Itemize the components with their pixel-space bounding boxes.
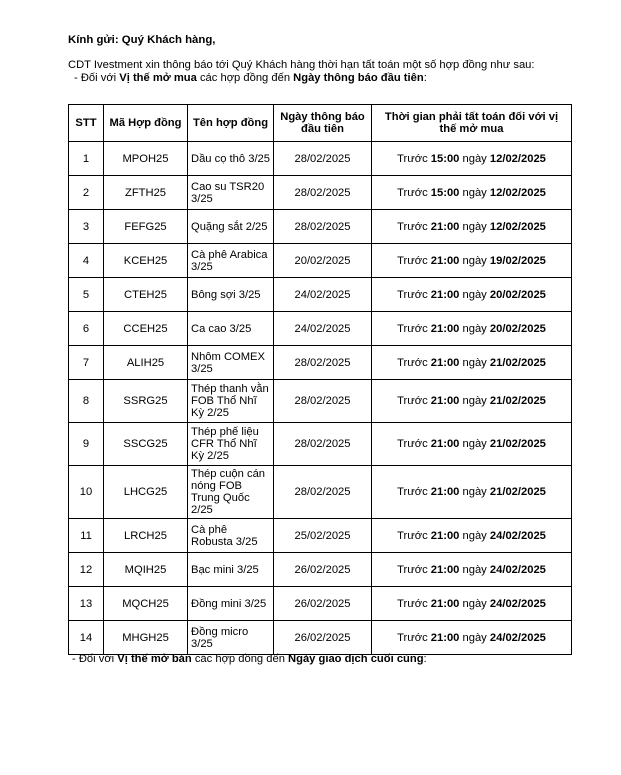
deadline-mid: ngày bbox=[459, 322, 490, 335]
cell-first-notice-date: 20/02/2025 bbox=[274, 244, 372, 278]
cell-contract-code: CTEH25 bbox=[104, 278, 188, 312]
table-row bbox=[69, 278, 572, 312]
deadline-time: 21:00 bbox=[430, 220, 460, 233]
deadline-pre: Trước bbox=[397, 631, 431, 644]
cell-stt: 11 bbox=[69, 519, 104, 553]
deadline-mid: ngày bbox=[459, 395, 490, 407]
deadline-mid: ngày bbox=[459, 254, 490, 267]
cell-contract-name: Đồng micro 3/25 bbox=[188, 621, 274, 655]
cell-contract-code: MQIH25 bbox=[104, 553, 188, 587]
deadline-mid: ngày bbox=[459, 186, 490, 199]
cell-contract-code: MQCH25 bbox=[104, 587, 188, 621]
cell-settlement-deadline bbox=[372, 176, 572, 210]
deadline-pre: Trước bbox=[397, 186, 431, 199]
deadline-mid: ngày bbox=[459, 563, 490, 576]
cell-settlement-deadline bbox=[372, 312, 572, 346]
cell-first-notice-date: 28/02/2025 bbox=[274, 346, 372, 380]
deadline-mid: ngày bbox=[459, 631, 490, 644]
cell-stt: 1 bbox=[69, 142, 104, 176]
cell-first-notice-date: 26/02/2025 bbox=[274, 587, 372, 621]
deadline-mid: ngày bbox=[459, 220, 490, 233]
deadline-mid: ngày bbox=[459, 356, 490, 369]
deadline-deadline: 24/02/2025 bbox=[489, 529, 546, 542]
cell-stt: 4 bbox=[69, 244, 104, 278]
cell-settlement-deadline bbox=[372, 346, 572, 380]
table-row bbox=[69, 519, 572, 553]
cell-contract-name: Quặng sắt 2/25 bbox=[188, 210, 274, 244]
deadline-deadline: 24/02/2025 bbox=[489, 563, 546, 576]
cell-first-notice-date: 24/02/2025 bbox=[274, 312, 372, 346]
table-body bbox=[69, 142, 572, 655]
footer-line bbox=[72, 653, 427, 665]
deadline-mid: ngày bbox=[459, 288, 490, 301]
deadline-mid: ngày bbox=[459, 438, 490, 450]
cell-contract-name: Ca cao 3/25 bbox=[188, 312, 274, 346]
deadline-pre: Trước bbox=[397, 288, 431, 301]
deadline-time: 21:00 bbox=[430, 563, 460, 576]
intro-line-2 bbox=[68, 72, 535, 85]
deadline-deadline: 21/02/2025 bbox=[489, 356, 546, 369]
table-row bbox=[69, 380, 572, 423]
intro-prefix: - Đối với bbox=[74, 72, 120, 84]
cell-contract-code: ZFTH25 bbox=[104, 176, 188, 210]
header-settlement-deadline: Thời gian phải tất toán đối với vị thế mở mua bbox=[372, 105, 572, 142]
cell-settlement-deadline bbox=[372, 466, 572, 519]
deadline-pre: Trước bbox=[397, 322, 431, 335]
cell-first-notice-date: 28/02/2025 bbox=[274, 142, 372, 176]
deadline-deadline: 12/02/2025 bbox=[489, 186, 546, 199]
intro-line-1: CDT Ivestment xin thông báo tới Quý Khách hàng thời hạn tất toán một số hợp đồng như sau: bbox=[68, 59, 535, 71]
deadline-time: 21:00 bbox=[430, 438, 460, 450]
cell-contract-code: SSCG25 bbox=[104, 423, 188, 466]
cell-stt: 13 bbox=[69, 587, 104, 621]
header-first-notice-date: Ngày thông báo đầu tiên bbox=[274, 105, 372, 142]
cell-stt: 5 bbox=[69, 278, 104, 312]
cell-stt: 7 bbox=[69, 346, 104, 380]
cell-settlement-deadline bbox=[372, 142, 572, 176]
cell-settlement-deadline bbox=[372, 210, 572, 244]
cell-settlement-deadline bbox=[372, 553, 572, 587]
cell-settlement-deadline bbox=[372, 621, 572, 655]
deadline-deadline: 24/02/2025 bbox=[489, 597, 546, 610]
cell-contract-name: Cao su TSR20 3/25 bbox=[188, 176, 274, 210]
deadline-pre: Trước bbox=[397, 438, 431, 450]
table-header-row bbox=[69, 105, 572, 142]
deadline-deadline: 20/02/2025 bbox=[489, 288, 546, 301]
table-row bbox=[69, 312, 572, 346]
table-row bbox=[69, 346, 572, 380]
cell-stt: 12 bbox=[69, 553, 104, 587]
deadline-deadline: 12/02/2025 bbox=[489, 220, 546, 233]
deadline-pre: Trước bbox=[397, 395, 431, 407]
cell-settlement-deadline bbox=[372, 423, 572, 466]
intro-mid: các hợp đồng đến bbox=[196, 72, 294, 84]
deadline-pre: Trước bbox=[397, 356, 431, 369]
deadline-time: 21:00 bbox=[430, 597, 460, 610]
table-row bbox=[69, 210, 572, 244]
cell-contract-name: Đồng mini 3/25 bbox=[188, 587, 274, 621]
cell-first-notice-date: 28/02/2025 bbox=[274, 466, 372, 519]
cell-contract-name: Bạc mini 3/25 bbox=[188, 553, 274, 587]
cell-first-notice-date: 28/02/2025 bbox=[274, 210, 372, 244]
deadline-pre: Trước bbox=[397, 529, 431, 542]
cell-contract-name: Nhôm COMEX 3/25 bbox=[188, 346, 274, 380]
deadline-mid: ngày bbox=[459, 152, 490, 165]
deadline-pre: Trước bbox=[397, 486, 431, 498]
table-row bbox=[69, 423, 572, 466]
deadline-pre: Trước bbox=[397, 563, 431, 576]
cell-stt: 9 bbox=[69, 423, 104, 466]
cell-contract-name: Thép cuộn cán nóng FOB Trung Quốc 2/25 bbox=[188, 466, 274, 519]
cell-contract-code: LRCH25 bbox=[104, 519, 188, 553]
cell-stt: 8 bbox=[69, 380, 104, 423]
table-row bbox=[69, 142, 572, 176]
footer-mid: các hợp đồng đến bbox=[191, 653, 289, 665]
cell-stt: 14 bbox=[69, 621, 104, 655]
deadline-deadline: 19/02/2025 bbox=[489, 254, 546, 267]
deadline-time: 21:00 bbox=[430, 486, 460, 498]
deadline-mid: ngày bbox=[459, 597, 490, 610]
cell-contract-code: ALIH25 bbox=[104, 346, 188, 380]
cell-stt: 2 bbox=[69, 176, 104, 210]
header-contract-name: Tên hợp đồng bbox=[188, 105, 274, 142]
header-contract-code: Mã Hợp đồng bbox=[104, 105, 188, 142]
cell-first-notice-date: 28/02/2025 bbox=[274, 423, 372, 466]
footer-suffix: : bbox=[423, 653, 427, 665]
cell-contract-name: Thép phế liệu CFR Thổ Nhĩ Kỳ 2/25 bbox=[188, 423, 274, 466]
cell-contract-name: Thép thanh vằn FOB Thổ Nhĩ Kỳ 2/25 bbox=[188, 380, 274, 423]
cell-first-notice-date: 28/02/2025 bbox=[274, 176, 372, 210]
deadline-mid: ngày bbox=[459, 486, 490, 498]
cell-contract-code: CCEH25 bbox=[104, 312, 188, 346]
cell-contract-code: FEFG25 bbox=[104, 210, 188, 244]
cell-contract-code: LHCG25 bbox=[104, 466, 188, 519]
cell-first-notice-date: 26/02/2025 bbox=[274, 553, 372, 587]
deadline-deadline: 12/02/2025 bbox=[489, 152, 546, 165]
contracts-table bbox=[68, 104, 572, 655]
footer-prefix: - Đối với bbox=[72, 653, 118, 665]
table-row bbox=[69, 587, 572, 621]
cell-settlement-deadline bbox=[372, 278, 572, 312]
cell-settlement-deadline bbox=[372, 380, 572, 423]
deadline-deadline: 21/02/2025 bbox=[489, 395, 546, 407]
deadline-time: 21:00 bbox=[430, 356, 460, 369]
cell-contract-name: Dầu cọ thô 3/25 bbox=[188, 142, 274, 176]
cell-stt: 6 bbox=[69, 312, 104, 346]
cell-settlement-deadline bbox=[372, 519, 572, 553]
cell-contract-name: Cà phê Arabica 3/25 bbox=[188, 244, 274, 278]
cell-first-notice-date: 26/02/2025 bbox=[274, 621, 372, 655]
deadline-time: 21:00 bbox=[430, 395, 460, 407]
deadline-deadline: 20/02/2025 bbox=[489, 322, 546, 335]
intro-bold-long-position: Vị thế mở mua bbox=[119, 72, 197, 84]
deadline-pre: Trước bbox=[397, 597, 431, 610]
table-row bbox=[69, 244, 572, 278]
deadline-pre: Trước bbox=[397, 152, 431, 165]
deadline-deadline: 21/02/2025 bbox=[489, 438, 546, 450]
table-row bbox=[69, 466, 572, 519]
intro-paragraph bbox=[68, 59, 535, 85]
intro-bold-first-notice: Ngày thông báo đầu tiên bbox=[293, 72, 424, 84]
deadline-pre: Trước bbox=[397, 220, 431, 233]
cell-settlement-deadline bbox=[372, 587, 572, 621]
cell-contract-code: MPOH25 bbox=[104, 142, 188, 176]
cell-settlement-deadline bbox=[372, 244, 572, 278]
cell-contract-code: MHGH25 bbox=[104, 621, 188, 655]
deadline-pre: Trước bbox=[397, 254, 431, 267]
cell-contract-code: KCEH25 bbox=[104, 244, 188, 278]
intro-suffix: : bbox=[423, 72, 427, 84]
greeting: Kính gửi: Quý Khách hàng, bbox=[68, 34, 216, 46]
footer-bold-short-position: Vị thế mở bán bbox=[117, 653, 192, 665]
table-row bbox=[69, 553, 572, 587]
header-stt: STT bbox=[69, 105, 104, 142]
deadline-time: 21:00 bbox=[430, 254, 460, 267]
deadline-time: 15:00 bbox=[430, 152, 460, 165]
table-row bbox=[69, 621, 572, 655]
cell-stt: 3 bbox=[69, 210, 104, 244]
deadline-time: 21:00 bbox=[430, 631, 460, 644]
cell-first-notice-date: 28/02/2025 bbox=[274, 380, 372, 423]
cell-stt: 10 bbox=[69, 466, 104, 519]
table-row bbox=[69, 176, 572, 210]
deadline-deadline: 21/02/2025 bbox=[489, 486, 546, 498]
cell-contract-code: SSRG25 bbox=[104, 380, 188, 423]
footer-bold-last-trading-day: Ngày giao dịch cuối cùng bbox=[288, 653, 424, 665]
deadline-time: 21:00 bbox=[430, 322, 460, 335]
deadline-time: 21:00 bbox=[430, 529, 460, 542]
deadline-time: 21:00 bbox=[430, 288, 460, 301]
cell-contract-name: Cà phê Robusta 3/25 bbox=[188, 519, 274, 553]
deadline-deadline: 24/02/2025 bbox=[489, 631, 546, 644]
cell-first-notice-date: 25/02/2025 bbox=[274, 519, 372, 553]
cell-first-notice-date: 24/02/2025 bbox=[274, 278, 372, 312]
cell-contract-name: Bông sợi 3/25 bbox=[188, 278, 274, 312]
deadline-mid: ngày bbox=[459, 529, 490, 542]
deadline-time: 15:00 bbox=[430, 186, 460, 199]
